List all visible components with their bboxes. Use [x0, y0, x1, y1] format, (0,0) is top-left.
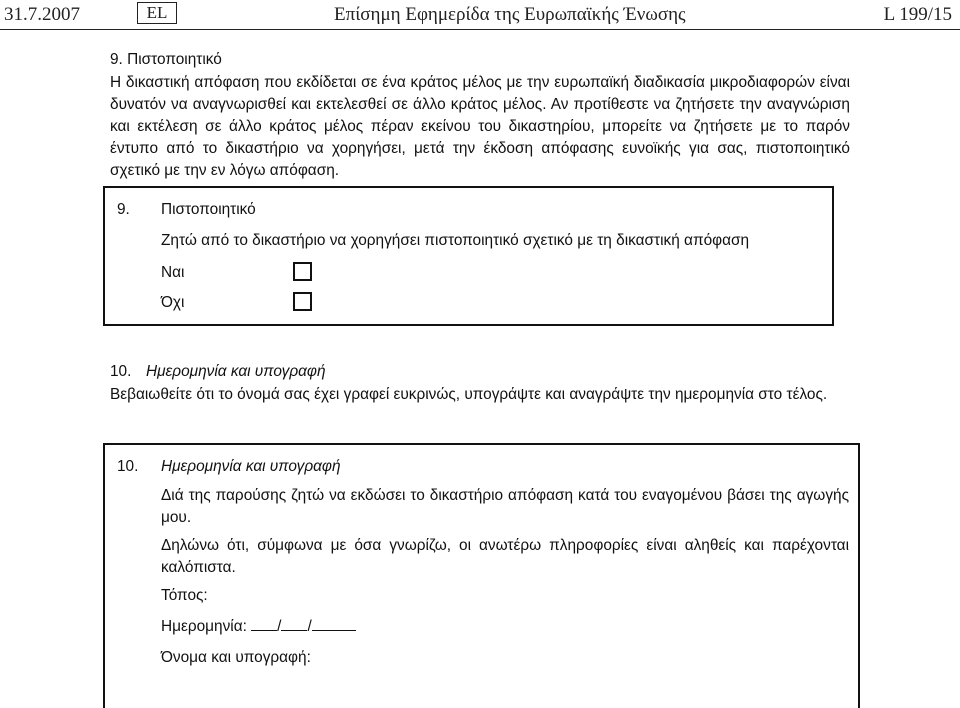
date-year-blank[interactable] — [312, 616, 356, 631]
header-date: 31.7.2007 — [4, 4, 80, 25]
yes-label: Ναι — [161, 264, 185, 281]
yes-checkbox[interactable] — [293, 262, 312, 281]
header-journal-title: Επίσημη Εφημερίδα της Ευρωπαϊκής Ένωσης — [334, 4, 686, 25]
date-separator-1: / — [277, 618, 282, 635]
header-rule — [0, 29, 960, 30]
date-separator-2: / — [307, 618, 312, 635]
box9-title: Πιστοποιητικό — [161, 201, 256, 218]
no-label: Όχι — [161, 294, 185, 311]
header-language-code: EL — [137, 2, 177, 24]
date-day-blank[interactable] — [251, 616, 277, 631]
header-page-number: L 199/15 — [883, 4, 952, 25]
date-field[interactable] — [161, 616, 356, 638]
section10-number: 10. — [110, 363, 132, 380]
no-checkbox[interactable] — [293, 292, 312, 311]
section9-intro: Η δικαστική απόφαση που εκδίδεται σε ένα κράτος μέλος με την ευρωπαϊκή διαδικασία μικροδιαφορών είναι δυνατόν να αναγνωρισθεί και εκτελεσθεί σε άλλο κράτος μέλος. Αν προτίθεστε να ζητήσετε την αναγνώριση και εκτέλεση σε άλλο κράτος μέλος πέραν εκείνου του δικαστηρίου, μπορείτε να ζητήσετε με το παρόν έντυπο από το δικαστήριο να χορηγήσει, μετά την έκδοση απόφασης ευνοϊκής για σας, πιστοποιητικό σχετικό με την εν λόγω απόφαση. — [110, 74, 850, 179]
page-header — [0, 0, 960, 28]
box10-title: Ημερομηνία και υπογραφή — [161, 458, 341, 475]
box10-paragraph-request: Διά της παρούσης ζητώ να εκδώσει το δικαστήριο απόφαση κατά του εναγομένου βάσει της αγωγής μου. — [161, 487, 849, 526]
section10-heading: Ημερομηνία και υπογραφή — [146, 363, 326, 380]
section9-heading: 9. Πιστοποιητικό — [110, 51, 222, 68]
date-month-blank[interactable] — [281, 616, 307, 631]
box9-question: Ζητώ από το δικαστήριο να χορηγήσει πιστοποιητικό σχετικό με τη δικαστική απόφαση — [161, 232, 750, 249]
box10-paragraph-declaration: Δηλώνω ότι, σύμφωνα με όσα γνωρίζω, οι ανωτέρω πληροφορίες είναι αληθείς και παρέχονται καλόπιστα. — [161, 537, 849, 576]
signature-label[interactable]: Όνομα και υπογραφή: — [161, 649, 311, 666]
date-label: Ημερομηνία: — [161, 618, 247, 635]
box10-number: 10. — [117, 458, 139, 475]
section10-intro: Βεβαιωθείτε ότι το όνομά σας έχει γραφεί ευκρινώς, υπογράψτε και αναγράψτε την ημερομηνία στο τέλος. — [110, 386, 828, 403]
place-label[interactable]: Τόπος: — [161, 587, 208, 604]
box9-number: 9. — [117, 201, 130, 218]
